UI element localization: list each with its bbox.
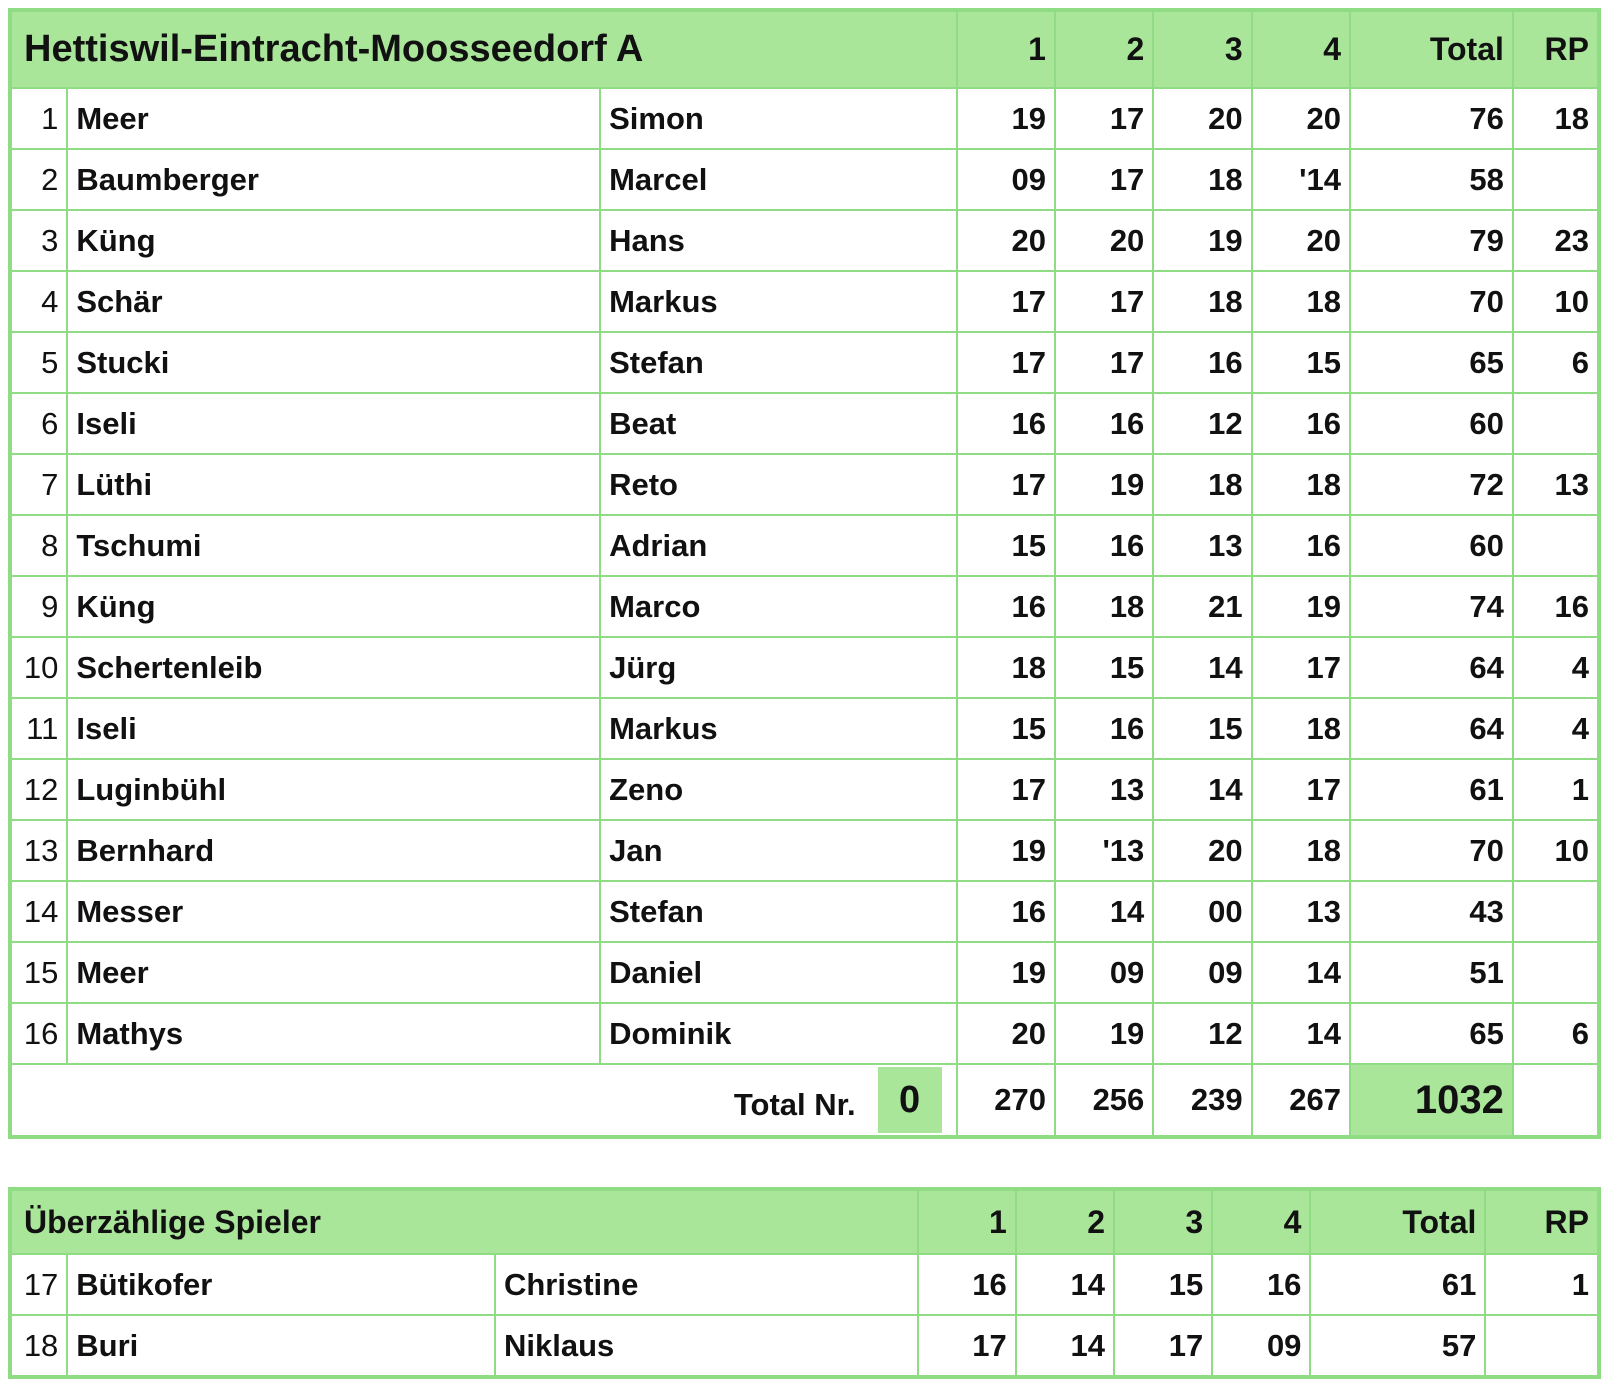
- player-nr: 3: [10, 210, 67, 271]
- player-total: 61: [1310, 1254, 1485, 1315]
- player-nr: 5: [10, 332, 67, 393]
- score-round-1: 16: [957, 393, 1055, 454]
- player-first-name: Simon: [600, 88, 957, 149]
- col-header-4: 4: [1252, 10, 1350, 88]
- score-round-4: 19: [1252, 576, 1350, 637]
- total-round-3: 239: [1153, 1064, 1251, 1137]
- player-first-name: Jan: [600, 820, 957, 881]
- player-last-name: Tschumi: [67, 515, 600, 576]
- player-total: 64: [1350, 637, 1513, 698]
- player-total: 57: [1310, 1315, 1485, 1377]
- player-total: 51: [1350, 942, 1513, 1003]
- score-round-3: 15: [1153, 698, 1251, 759]
- player-total: 76: [1350, 88, 1513, 149]
- score-round-4: 20: [1252, 210, 1350, 271]
- player-rp: [1513, 149, 1599, 210]
- score-round-3: 13: [1153, 515, 1251, 576]
- player-first-name: Hans: [600, 210, 957, 271]
- player-rp: 4: [1513, 698, 1599, 759]
- player-nr: 4: [10, 271, 67, 332]
- player-last-name: Schertenleib: [67, 637, 600, 698]
- extra-title: Überzählige Spieler: [10, 1189, 918, 1254]
- player-nr: 6: [10, 393, 67, 454]
- player-rp: [1485, 1315, 1599, 1377]
- player-first-name: Adrian: [600, 515, 957, 576]
- score-round-3: 14: [1153, 637, 1251, 698]
- player-first-name: Dominik: [600, 1003, 957, 1064]
- player-total: 74: [1350, 576, 1513, 637]
- col-header-1: 1: [957, 10, 1055, 88]
- score-round-3: 15: [1114, 1254, 1212, 1315]
- player-total: 70: [1350, 820, 1513, 881]
- total-round-1: 270: [957, 1064, 1055, 1137]
- player-first-name: Christine: [495, 1254, 918, 1315]
- player-first-name: Niklaus: [495, 1315, 918, 1377]
- player-last-name: Buri: [67, 1315, 495, 1377]
- player-last-name: Meer: [67, 942, 600, 1003]
- table-row: [10, 332, 1599, 393]
- table-row: [10, 1254, 1599, 1315]
- score-round-4: 18: [1252, 820, 1350, 881]
- player-first-name: Markus: [600, 698, 957, 759]
- player-rp: 6: [1513, 1003, 1599, 1064]
- table-header: [10, 10, 1599, 88]
- score-round-3: 18: [1153, 271, 1251, 332]
- extra-col-header-total: Total: [1310, 1189, 1485, 1254]
- score-round-3: 18: [1153, 454, 1251, 515]
- score-round-1: 20: [957, 1003, 1055, 1064]
- player-first-name: Zeno: [600, 759, 957, 820]
- score-round-1: 18: [957, 637, 1055, 698]
- extra-players-table: [8, 1187, 1601, 1379]
- score-round-1: 17: [918, 1315, 1016, 1377]
- score-round-3: 19: [1153, 210, 1251, 271]
- score-round-1: 19: [957, 88, 1055, 149]
- score-round-4: 17: [1252, 637, 1350, 698]
- col-header-rp: RP: [1513, 10, 1599, 88]
- score-round-4: 14: [1252, 1003, 1350, 1064]
- player-rp: [1513, 942, 1599, 1003]
- score-round-1: 15: [957, 515, 1055, 576]
- score-round-3: 09: [1153, 942, 1251, 1003]
- player-rp: [1513, 881, 1599, 942]
- totals-label: Total Nr.: [733, 1087, 856, 1122]
- score-round-2: 15: [1055, 637, 1153, 698]
- extra-col-header-3: 3: [1114, 1189, 1212, 1254]
- totals-label-cell: [10, 1064, 957, 1137]
- score-round-3: 12: [1153, 1003, 1251, 1064]
- player-nr: 12: [10, 759, 67, 820]
- player-nr: 18: [10, 1315, 67, 1377]
- score-round-3: 18: [1153, 149, 1251, 210]
- score-round-2: 14: [1016, 1254, 1114, 1315]
- col-header-2: 2: [1055, 10, 1153, 88]
- score-round-1: 20: [957, 210, 1055, 271]
- player-first-name: Beat: [600, 393, 957, 454]
- score-round-2: 20: [1055, 210, 1153, 271]
- player-last-name: Messer: [67, 881, 600, 942]
- score-round-2: 17: [1055, 149, 1153, 210]
- player-total: 65: [1350, 1003, 1513, 1064]
- player-rp: 6: [1513, 332, 1599, 393]
- score-round-2: 16: [1055, 698, 1153, 759]
- score-round-1: 19: [957, 942, 1055, 1003]
- player-last-name: Lüthi: [67, 454, 600, 515]
- score-round-1: 17: [957, 454, 1055, 515]
- extra-col-header-2: 2: [1016, 1189, 1114, 1254]
- table-row: [10, 637, 1599, 698]
- score-round-4: 13: [1252, 881, 1350, 942]
- totals-row: [10, 1064, 1599, 1137]
- player-first-name: Marco: [600, 576, 957, 637]
- score-round-2: 19: [1055, 1003, 1153, 1064]
- player-first-name: Reto: [600, 454, 957, 515]
- table-row: [10, 149, 1599, 210]
- player-nr: 15: [10, 942, 67, 1003]
- score-round-2: 13: [1055, 759, 1153, 820]
- player-last-name: Bütikofer: [67, 1254, 495, 1315]
- score-round-2: 16: [1055, 393, 1153, 454]
- score-round-4: 16: [1252, 515, 1350, 576]
- score-round-4: 09: [1212, 1315, 1310, 1377]
- score-round-2: 17: [1055, 271, 1153, 332]
- player-total: 64: [1350, 698, 1513, 759]
- score-round-4: 16: [1252, 393, 1350, 454]
- score-round-3: 20: [1153, 88, 1251, 149]
- player-first-name: Jürg: [600, 637, 957, 698]
- player-nr: 11: [10, 698, 67, 759]
- score-round-2: 14: [1055, 881, 1153, 942]
- player-total: 60: [1350, 393, 1513, 454]
- score-round-3: 14: [1153, 759, 1251, 820]
- player-nr: 13: [10, 820, 67, 881]
- score-round-4: 18: [1252, 454, 1350, 515]
- score-round-1: 17: [957, 332, 1055, 393]
- score-round-3: 16: [1153, 332, 1251, 393]
- player-nr: 7: [10, 454, 67, 515]
- score-round-4: 16: [1212, 1254, 1310, 1315]
- player-first-name: Marcel: [600, 149, 957, 210]
- totals-nr-badge: 0: [878, 1067, 942, 1133]
- score-round-4: '14: [1252, 149, 1350, 210]
- score-round-3: 21: [1153, 576, 1251, 637]
- player-first-name: Stefan: [600, 332, 957, 393]
- player-rp: 10: [1513, 271, 1599, 332]
- table-row: [10, 942, 1599, 1003]
- player-rp: 16: [1513, 576, 1599, 637]
- player-rp: [1513, 515, 1599, 576]
- score-round-1: 15: [957, 698, 1055, 759]
- player-nr: 14: [10, 881, 67, 942]
- col-header-3: 3: [1153, 10, 1251, 88]
- score-round-3: 20: [1153, 820, 1251, 881]
- player-nr: 8: [10, 515, 67, 576]
- extra-table-header: [10, 1189, 1599, 1254]
- score-round-1: 16: [957, 881, 1055, 942]
- extra-col-header-1: 1: [918, 1189, 1016, 1254]
- player-last-name: Küng: [67, 576, 600, 637]
- score-round-1: 16: [918, 1254, 1016, 1315]
- score-round-2: 19: [1055, 454, 1153, 515]
- score-round-3: 17: [1114, 1315, 1212, 1377]
- player-last-name: Mathys: [67, 1003, 600, 1064]
- table-row: [10, 1315, 1599, 1377]
- table-row: [10, 698, 1599, 759]
- table-row: [10, 1003, 1599, 1064]
- player-total: 70: [1350, 271, 1513, 332]
- player-last-name: Iseli: [67, 698, 600, 759]
- score-round-1: 17: [957, 271, 1055, 332]
- table-row: [10, 88, 1599, 149]
- player-rp: 10: [1513, 820, 1599, 881]
- player-nr: 2: [10, 149, 67, 210]
- player-nr: 9: [10, 576, 67, 637]
- score-round-1: 16: [957, 576, 1055, 637]
- score-round-4: 15: [1252, 332, 1350, 393]
- player-last-name: Meer: [67, 88, 600, 149]
- table-row: [10, 515, 1599, 576]
- table-row: [10, 820, 1599, 881]
- score-round-4: 17: [1252, 759, 1350, 820]
- score-round-3: 00: [1153, 881, 1251, 942]
- score-round-4: 18: [1252, 271, 1350, 332]
- score-round-1: 17: [957, 759, 1055, 820]
- player-rp: 13: [1513, 454, 1599, 515]
- table-row: [10, 576, 1599, 637]
- player-nr: 1: [10, 88, 67, 149]
- total-round-2: 256: [1055, 1064, 1153, 1137]
- player-total: 61: [1350, 759, 1513, 820]
- player-total: 60: [1350, 515, 1513, 576]
- player-total: 65: [1350, 332, 1513, 393]
- table-row: [10, 271, 1599, 332]
- score-round-2: 18: [1055, 576, 1153, 637]
- player-first-name: Stefan: [600, 881, 957, 942]
- player-nr: 17: [10, 1254, 67, 1315]
- total-round-4: 267: [1252, 1064, 1350, 1137]
- player-rp: 1: [1485, 1254, 1599, 1315]
- score-round-2: 17: [1055, 88, 1153, 149]
- player-nr: 16: [10, 1003, 67, 1064]
- table-row: [10, 454, 1599, 515]
- player-rp: [1513, 393, 1599, 454]
- col-header-total: Total: [1350, 10, 1513, 88]
- player-total: 58: [1350, 149, 1513, 210]
- score-round-3: 12: [1153, 393, 1251, 454]
- score-round-2: 14: [1016, 1315, 1114, 1377]
- player-last-name: Baumberger: [67, 149, 600, 210]
- player-first-name: Daniel: [600, 942, 957, 1003]
- score-round-1: 09: [957, 149, 1055, 210]
- player-total: 43: [1350, 881, 1513, 942]
- score-round-2: 09: [1055, 942, 1153, 1003]
- score-round-4: 14: [1252, 942, 1350, 1003]
- player-rp: 18: [1513, 88, 1599, 149]
- player-last-name: Luginbühl: [67, 759, 600, 820]
- table-row: [10, 759, 1599, 820]
- player-total: 79: [1350, 210, 1513, 271]
- score-round-2: 16: [1055, 515, 1153, 576]
- score-round-1: 19: [957, 820, 1055, 881]
- player-last-name: Küng: [67, 210, 600, 271]
- score-round-2: '13: [1055, 820, 1153, 881]
- table-row: [10, 210, 1599, 271]
- player-last-name: Schär: [67, 271, 600, 332]
- team-score-table: [8, 8, 1601, 1139]
- player-last-name: Iseli: [67, 393, 600, 454]
- table-row: [10, 881, 1599, 942]
- grand-total: 1032: [1350, 1064, 1513, 1137]
- player-rp: 4: [1513, 637, 1599, 698]
- player-rp: 1: [1513, 759, 1599, 820]
- score-round-4: 18: [1252, 698, 1350, 759]
- extra-col-header-4: 4: [1212, 1189, 1310, 1254]
- player-nr: 10: [10, 637, 67, 698]
- player-first-name: Markus: [600, 271, 957, 332]
- score-round-2: 17: [1055, 332, 1153, 393]
- total-rp-empty: [1513, 1064, 1599, 1137]
- team-title: Hettiswil-Eintracht-Moosseedorf A: [10, 10, 957, 88]
- table-row: [10, 393, 1599, 454]
- extra-col-header-rp: RP: [1485, 1189, 1599, 1254]
- player-total: 72: [1350, 454, 1513, 515]
- score-round-4: 20: [1252, 88, 1350, 149]
- player-last-name: Bernhard: [67, 820, 600, 881]
- player-last-name: Stucki: [67, 332, 600, 393]
- player-rp: 23: [1513, 210, 1599, 271]
